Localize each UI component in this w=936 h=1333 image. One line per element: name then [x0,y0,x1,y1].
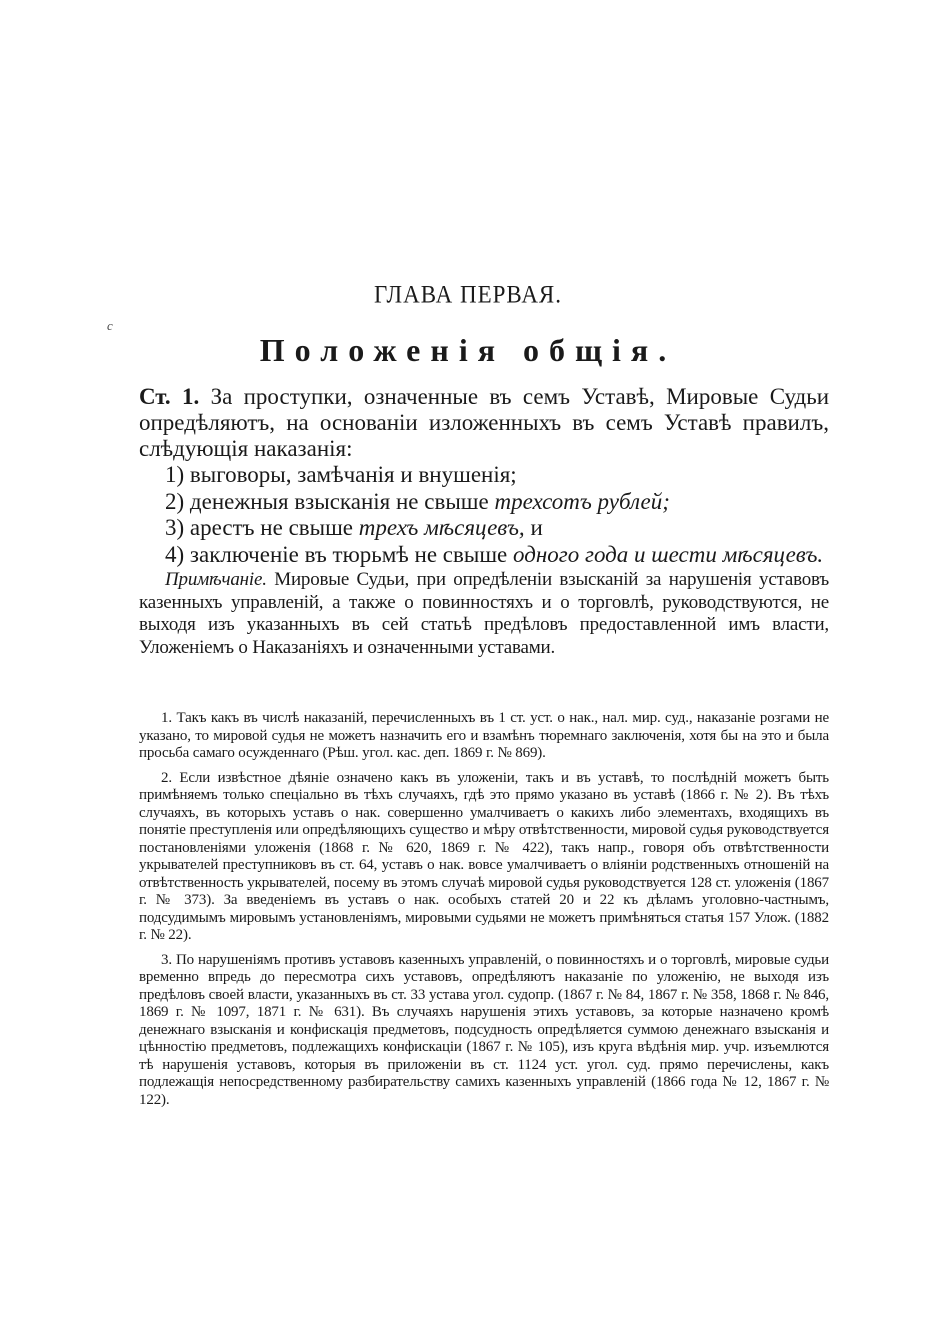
note-text: Мировые Судьи, при опредѣленіи взысканій за нарушенія уставовъ казенныхъ управленій, а также о повинностяхъ и о торговлѣ, руководствуются, не выходя изъ указанныхъ въ сей статьѣ предѣловъ предоставленной имъ власти, Уложеніемъ о Наказаніяхъ и означенными уставами. [139,569,829,658]
list-item-text: 1) выговоры, замѣчанія и внушенія; [165,462,517,487]
article-intro [139,384,829,462]
article-label: Ст. [139,384,171,409]
list-item-text: 3) арестъ не свыше [165,515,359,540]
list-item-emphasis: трехсотъ рублей; [494,488,670,514]
article-1 [139,384,829,659]
footnote-1: 1. Такъ какъ въ числѣ наказаній, перечисленныхъ въ 1 ст. уст. о нак., нал. мир. суд., наказаніе розгами не указано, то мировой судья не можетъ назначить его и взамѣнъ тюремнаго заключенія, хотя бы на это и была просьба самаго осужденнаго (Рѣш. угол. кас. деп. 1869 г. № 869). [139,710,829,761]
footnote-3: 3. По нарушеніямъ противъ уставовъ казенныхъ управленій, о повинностяхъ и о торговлѣ, мировые судьи временно впредь до пересмотра сихъ уставовъ, опредѣляютъ наказаніе по уложенію, не выходя изъ предѣловъ своей власти, указанныхъ въ ст. 33 устава угол. судопр. (1867 г. № 84, 1867 г. № 358, 1868 г. № 846, 1869 г. № 1097, 1871 г. № 631). Въ случаяхъ нарушенія этихъ уставовъ, за которые назначено кромѣ денежнаго взысканія и конфискація предметовъ, подсудность опредѣляется суммою денежнаго взысканія и цѣнностію предметовъ, подлежащихъ конфискаціи (1867 г. № 105), изъ круга вѣдѣнія мир. учр. изъемлются тѣ нарушенія уставовъ, которыя въ приложеніи въ ст. 1124 уст. угол. суд. прямо перечислены, какъ подлежащія непосредственному разбирательству самихъ казенныхъ управленій (1866 года № 12, 1867 г. № 122). [139,951,829,1108]
list-item-emphasis: одного года и шести мѣсяцевъ. [513,541,824,567]
section-title: Положенія общія. [259,332,677,368]
margin-mark: c [107,318,113,333]
article-note [139,569,829,659]
article-intro-text: За проступки, означенные въ семъ Уставѣ, Мировые Судьи опредѣляютъ, на основаніи изложенныхъ въ семъ Уставѣ правилъ, слѣдующія наказанія: [139,384,830,461]
note-label: Примѣчаніе. [165,569,267,590]
footnotes [139,710,829,1116]
list-item [139,515,829,542]
list-item-tail: и [524,515,543,540]
chapter-title: ГЛАВА ПЕРВАЯ. [373,280,563,308]
list-item-emphasis: трехъ мѣсяцевъ, [358,515,525,540]
footnote-2: 2. Если извѣстное дѣяніе означено какъ въ уложеніи, такъ и въ уставѣ, то послѣдній можетъ быть примѣняемъ только спеціально въ тѣхъ случаяхъ, гдѣ это прямо указано въ уставѣ (1866 г. № 2). Въ тѣхъ случаяхъ, въ которыхъ уставъ о нак. совершенно умалчиваетъ о какихъ либо элементахъ, входящихъ въ понятіе преступленія или опредѣляющихъ существо и мѣру отвѣтственности, мировой судья руководствуется постановленіями уложенія (1868 г. № 620, 1869 г. № 422), такъ напр., говоря объ отвѣтственности укрывателей преступниковъ въ ст. 64, уставъ о нак. вовсе умалчиваетъ о вліяніи родственныхъ отношеній на отвѣтственность укрывателей, посему въ этомъ случаѣ мировой судья руководствуется 128 ст. уложенія (1867 г. № 373). За введеніемъ въ уставъ о нак. особыхъ статей 20 и 22 къ дѣламъ уголовно-частнымъ, подсудимымъ мировымъ установленіямъ, мировыми судьями не можетъ примѣняться статья 157 Улож. (1882 г. № 22). [139,769,829,943]
list-item [139,542,829,569]
list-item-text: 4) заключеніе въ тюрьмѣ не свыше [165,541,513,567]
list-item [139,489,829,516]
list-item-text: 2) денежныя взысканія не свыше [165,488,495,514]
article-number: 1. [181,384,200,409]
list-item [139,462,829,489]
